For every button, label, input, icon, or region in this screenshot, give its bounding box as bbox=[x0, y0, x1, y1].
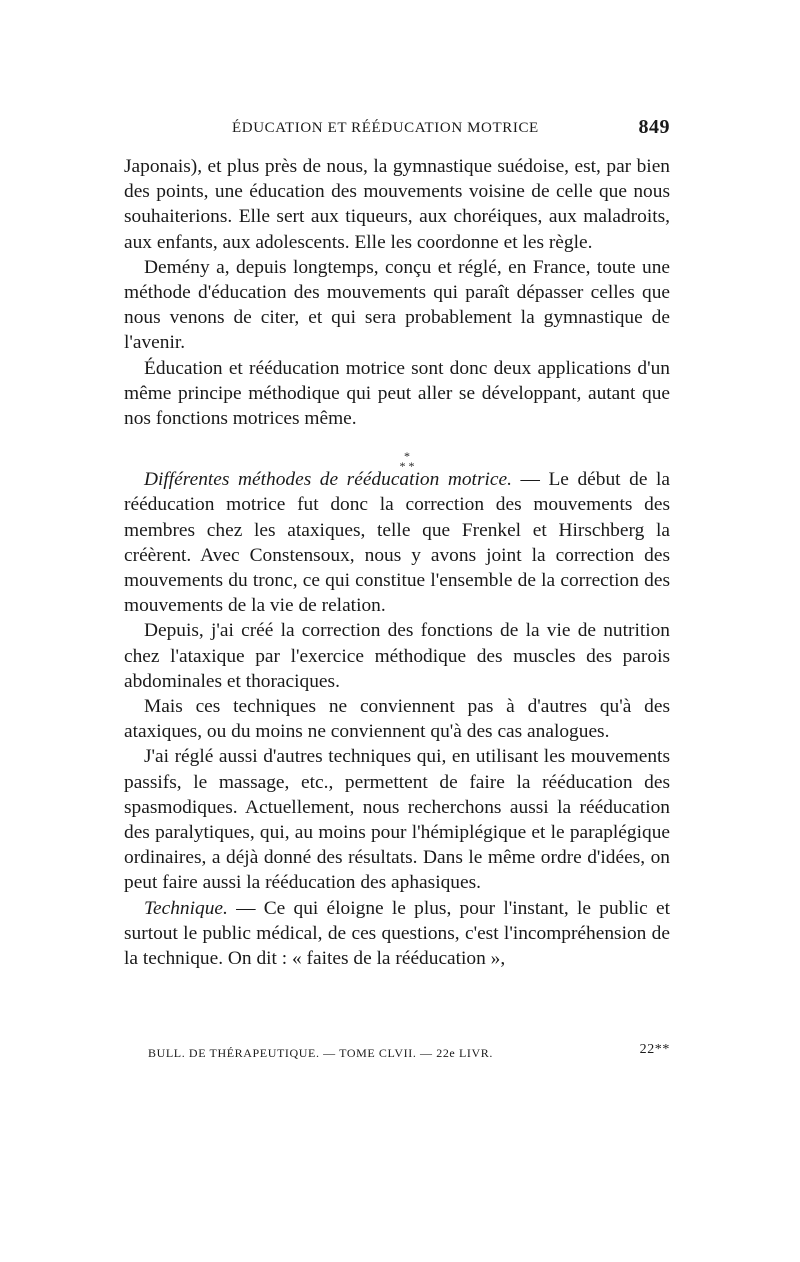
running-head bbox=[124, 118, 670, 148]
running-title: ÉDUCATION ET RÉÉDUCATION MOTRICE bbox=[232, 120, 539, 136]
paragraph-5: Depuis, j'ai créé la correction des fonctions de la vie de nutrition chez l'ataxique par l'exercice méthodique des muscles des parois abdominales et thoraciques. bbox=[124, 620, 670, 692]
page-footer bbox=[148, 1044, 670, 1064]
paragraph-2: Demény a, depuis longtemps, conçu et réglé, en France, toute une méthode d'éducation des mouvements qui paraît dépasser celles que nous venons de citer, et qui sera probablement la gymnastique de l'avenir. bbox=[124, 256, 670, 354]
paragraph-4 bbox=[124, 467, 670, 618]
paragraph-7: J'ai réglé aussi d'autres techniques qui, en utilisant les mouvements passifs, le massage, etc., permettent de faire la rééducation des spasmodiques. Actuellement, nous recherchons aussi la rééducation des paralytiques, qui, au moins pour l'hémiplégique et le paraplégique ordinaires, a déjà donné des résultats. Dans le même ordre d'idées, on peut faire aussi la rééducation des aphasiques. bbox=[124, 746, 670, 894]
asterism-separator bbox=[144, 431, 670, 474]
footer-sheet-mark: 22** bbox=[639, 1042, 670, 1057]
asterism-top: * bbox=[404, 449, 410, 464]
paragraph-8 bbox=[124, 896, 670, 972]
book-page bbox=[124, 118, 670, 971]
paragraph-1: Japonais), et plus près de nous, la gymnastique suédoise, est, par bien des points, une éducation des mouvements voisine de celle que nous souhaiterions. Elle sert aux tiqueurs, aux choréiques, aux maladroits, aux enfants, aux adolescents. Elle les coordonne et les règle. bbox=[124, 156, 670, 253]
section-title-technique: Technique. bbox=[144, 897, 228, 919]
page-number: 849 bbox=[638, 116, 670, 138]
paragraph-3: Éducation et rééducation motrice sont donc deux applications d'un même principe méthodique qui peut aller se développant, autant que nos fonctions motrices même. bbox=[124, 357, 670, 430]
asterism-bottom: * * bbox=[399, 459, 415, 474]
section-title-methods: Différentes méthodes de rééducation motrice. bbox=[144, 469, 512, 491]
body-text bbox=[124, 154, 670, 971]
paragraph-4-text: — Le début de la rééducation motrice fut donc la correction des mouvements des membres chez les ataxiques, telle que Frenkel et Hirschberg la créèrent. Avec Constensoux, nous y avons joint la correction des mouvements du tronc, ce qui constitue l'ensemble de la correction des mouvements de la vie de relation. bbox=[124, 469, 670, 617]
footer-signature: BULL. DE THÉRAPEUTIQUE. — TOME CLVII. — 22e LIVR. bbox=[148, 1046, 493, 1060]
paragraph-6: Mais ces techniques ne conviennent pas à d'autres qu'à des ataxiques, ou du moins ne conviennent qu'à des cas analogues. bbox=[124, 696, 670, 743]
paragraph-8-text: — Ce qui éloigne le plus, pour l'instant, le public et surtout le public médical, de ces questions, c'est l'incompréhension de la technique. On dit : « faites de la rééducation », bbox=[124, 897, 670, 970]
